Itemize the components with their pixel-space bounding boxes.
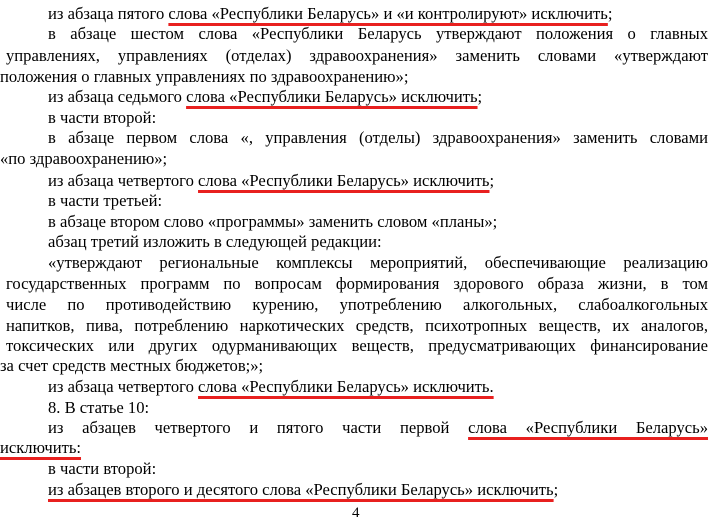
line-text: «утверждают региональные комплексы мероприятий, обеспечивающие реализацию (48, 253, 708, 272)
line-text: ; (477, 87, 483, 106)
highlighted-text: слова «Республики Беларусь» исключить. (198, 377, 494, 396)
text-line (0, 231, 382, 253)
text-line (0, 23, 708, 45)
line-text: ; (553, 480, 559, 499)
line-text: в части второй: (48, 459, 157, 478)
line-text: напитков, пива, потреблению наркотических средств, психотропных веществ, их аналогов, (6, 316, 708, 335)
text-line (6, 315, 708, 337)
text-line (6, 335, 708, 357)
text-line (0, 458, 156, 480)
text-line (6, 294, 708, 316)
highlighted-text: слова «Республики Беларусь» исключить (198, 171, 490, 190)
text-line (0, 66, 408, 88)
text-line (0, 190, 162, 212)
text-line (0, 355, 263, 377)
highlighted-text: из абзацев второго и десятого слова «Республики Беларусь» исключить (48, 480, 554, 499)
line-text: в абзаце первом слова «, управления (отделы) здравоохранения» заменить словами (48, 128, 708, 147)
line-text: в абзаце втором слово «программы» заменить словом «планы»; (48, 212, 498, 231)
line-text: 8. В статье 10: (48, 398, 150, 417)
line-text: числе по противодействию курению, употреблению алкогольных, слабоалкогольных (6, 295, 708, 314)
line-text: управлениях, управлениях (отделах) здравоохранения» заменить словами «утверждают (6, 46, 708, 65)
text-line (0, 3, 612, 25)
text-line (0, 148, 167, 170)
line-text: абзац третий изложить в следующей редакции: (48, 232, 382, 251)
text-line (0, 417, 708, 439)
page-number: 4 (352, 505, 360, 521)
line-text: государственных программ по вопросам формирования здорового образа жизни, в том (6, 274, 708, 293)
text-line (0, 170, 494, 192)
line-text: в части третьей: (48, 191, 163, 210)
text-line (0, 127, 708, 149)
line-text: положения о главных управлениях по здравоохранению»; (0, 67, 409, 86)
text-line (0, 252, 708, 274)
line-text: из абзаца четвертого (48, 377, 199, 396)
highlighted-text: слова «Республики Беларусь» (468, 418, 709, 437)
text-line (0, 376, 494, 398)
line-text: «по здравоохранению»; (0, 149, 168, 168)
text-line (0, 397, 149, 419)
line-text: из абзаца пятого (48, 4, 169, 23)
text-line (0, 479, 558, 501)
line-text: из абзаца четвертого (48, 171, 199, 190)
line-text: из абзацев четвертого и пятого части первой (48, 418, 469, 437)
text-line (0, 86, 482, 108)
line-text: из абзаца седьмого (48, 87, 187, 106)
line-text: токсических или других одурманивающих веществ, предусматривающих финансирование (6, 336, 708, 355)
text-line (6, 45, 708, 67)
line-text: ; (607, 4, 613, 23)
text-line (0, 437, 81, 459)
line-text: в абзаце шестом слова «Республики Беларусь утверждают положения о главных (48, 24, 708, 43)
text-line (0, 107, 156, 129)
highlighted-text: исключить: (0, 438, 82, 457)
text-line (0, 211, 497, 233)
text-line (6, 273, 708, 295)
line-text: ; (489, 171, 495, 190)
line-text: в части второй: (48, 108, 157, 127)
line-text: за счет средств местных бюджетов;»; (0, 356, 264, 375)
highlighted-text: слова «Республики Беларусь» и «и контролируют» исключить (168, 4, 608, 23)
highlighted-text: слова «Республики Беларусь» исключить (186, 87, 478, 106)
